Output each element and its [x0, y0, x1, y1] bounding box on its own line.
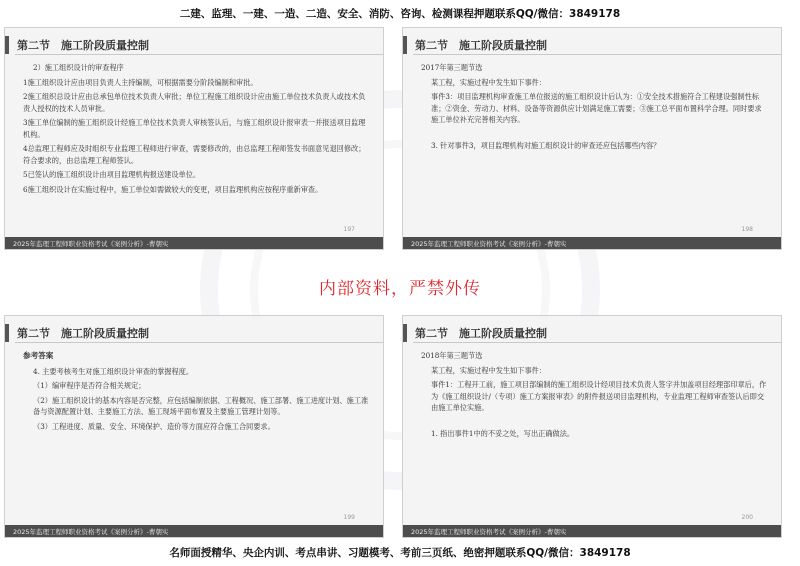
slide-footer-text: 2025年监理工程师职业资格考试《案例分析》-曹朝实: [13, 240, 169, 248]
slide-body: [23, 62, 369, 198]
top-banner: 二建、监理、一建、一造、二造、安全、消防、咨询、检测课程押题联系QQ/微信：3849178: [179, 8, 621, 20]
slide-line: 1施工组织设计应由项目负责人主持编制，可根据需要分阶段编制和审批。: [23, 77, 258, 87]
page-number: 198: [741, 226, 753, 233]
slide-line: 2017年第三题节选: [421, 63, 483, 72]
internal-material-warning: 内部资料，严禁外传: [319, 279, 481, 299]
slide-200: [402, 315, 782, 538]
slide-197: [4, 27, 384, 250]
slide-198: [402, 27, 782, 250]
slide-line: 某工程，实施过程中发生如下事件：: [431, 365, 547, 375]
page-number: 200: [741, 514, 753, 521]
slide-line: 2018年第三题节选: [421, 351, 483, 360]
slide-footer-bar: [403, 237, 781, 249]
slide-title: 第二节 施工阶段质量控制: [415, 39, 547, 52]
slide-line: 3. 针对事件3，项目监理机构对施工组织设计的审查还应包括哪些内容？: [431, 140, 661, 150]
slide-body: [421, 62, 767, 154]
slide-line: 5已签认的施工组织设计由项目监理机构报送建设单位。: [23, 170, 201, 179]
slide-line: 事件3：项目监理机构审查施工单位报送的施工组织设计后认为：①安全技术措施符合工程建设强制性标准；②资金、劳动力、材料、设备等资源供应计划满足施工需要；③施工总平面布置科学合理。同时要求施工单位补充完善相关内容。: [431, 92, 762, 124]
bottom-banner: 名师面授精华、央企内训、考点串讲、习题模考、考前三页纸、绝密押题联系QQ/微信：3849178: [169, 547, 631, 559]
slide-line: 1. 指出事件1中的不妥之处，写出正确做法。: [431, 428, 575, 438]
slide-line: 4. 主要考核考生对施工组织设计审查的掌握程度。: [33, 366, 194, 376]
slide-line: 3施工单位编制的施工组织设计经施工单位技术负责人审核签认后，与施工组织设计报审表一并报送项目监理机构。: [23, 118, 366, 139]
slide-tab-marker: [403, 36, 407, 54]
slide-footer-text: 2025年监理工程师职业资格考试《案例分析》-曹朝实: [13, 528, 169, 536]
slide-title: 第二节 施工阶段质量控制: [17, 327, 149, 340]
slide-footer-bar: [403, 525, 781, 537]
slide-line: （1）编审程序是否符合相关规定；: [33, 381, 146, 390]
slide-footer-text: 2025年监理工程师职业资格考试《案例分析》-曹朝实: [411, 528, 567, 536]
slide-body: [23, 350, 369, 435]
slide-tab-marker: [403, 324, 407, 342]
slide-line: （3）工程进度、质量、安全、环境保护、造价等方面应符合施工合同要求。: [33, 421, 275, 431]
slide-title: 第二节 施工阶段质量控制: [415, 327, 547, 340]
slide-footer-bar: [5, 237, 383, 249]
page-number: 197: [343, 226, 355, 233]
slide-title: 第二节 施工阶段质量控制: [17, 39, 149, 52]
slide-line: 某工程，实施过程中发生如下事件：: [431, 77, 547, 87]
slide-footer-text: 2025年监理工程师职业资格考试《案例分析》-曹朝实: [411, 240, 567, 248]
slide-body: [421, 350, 767, 442]
slide-199: [4, 315, 384, 538]
slide-line: 2施工组织总设计应由总承包单位技术负责人审批；单位工程施工组织设计应由施工单位技术负责人或技术负责人授权的技术人员审批。: [23, 92, 366, 113]
page-number: 199: [343, 514, 355, 521]
slide-line: 4总监理工程师应及时组织专业监理工程师进行审查，需要修改的，由总监理工程师签发书面意见退回修改；符合要求的，由总监理工程师签认。: [23, 144, 366, 165]
slide-line: 2）施工组织设计的审查程序: [33, 63, 124, 72]
slide-tab-marker: [5, 324, 9, 342]
slide-footer-bar: [5, 525, 383, 537]
slide-line: 6施工组织设计在实施过程中，施工单位如需做较大的变更，项目监理机构应按程序重新审查。: [23, 184, 323, 194]
slide-tab-marker: [5, 36, 9, 54]
slide-line: 事件1：工程开工前，施工项目部编制的施工组织设计经项目技术负责人签字并加盖项目经理部印章后，作为《施工组织设计/（专项）施工方案报审表》的附件报送项目监理机构，专业监理工程师审查签认后即交由施工单位实施。: [431, 380, 767, 412]
slide-line: （2）施工组织设计的基本内容是否完整，应包括编制依据、工程概况、施工部署、施工进度计划、施工准备与资源配置计划、主要施工方法、施工现场平面布置及主要施工管理计划等。: [33, 395, 369, 416]
answer-heading: 参考答案: [23, 351, 54, 360]
